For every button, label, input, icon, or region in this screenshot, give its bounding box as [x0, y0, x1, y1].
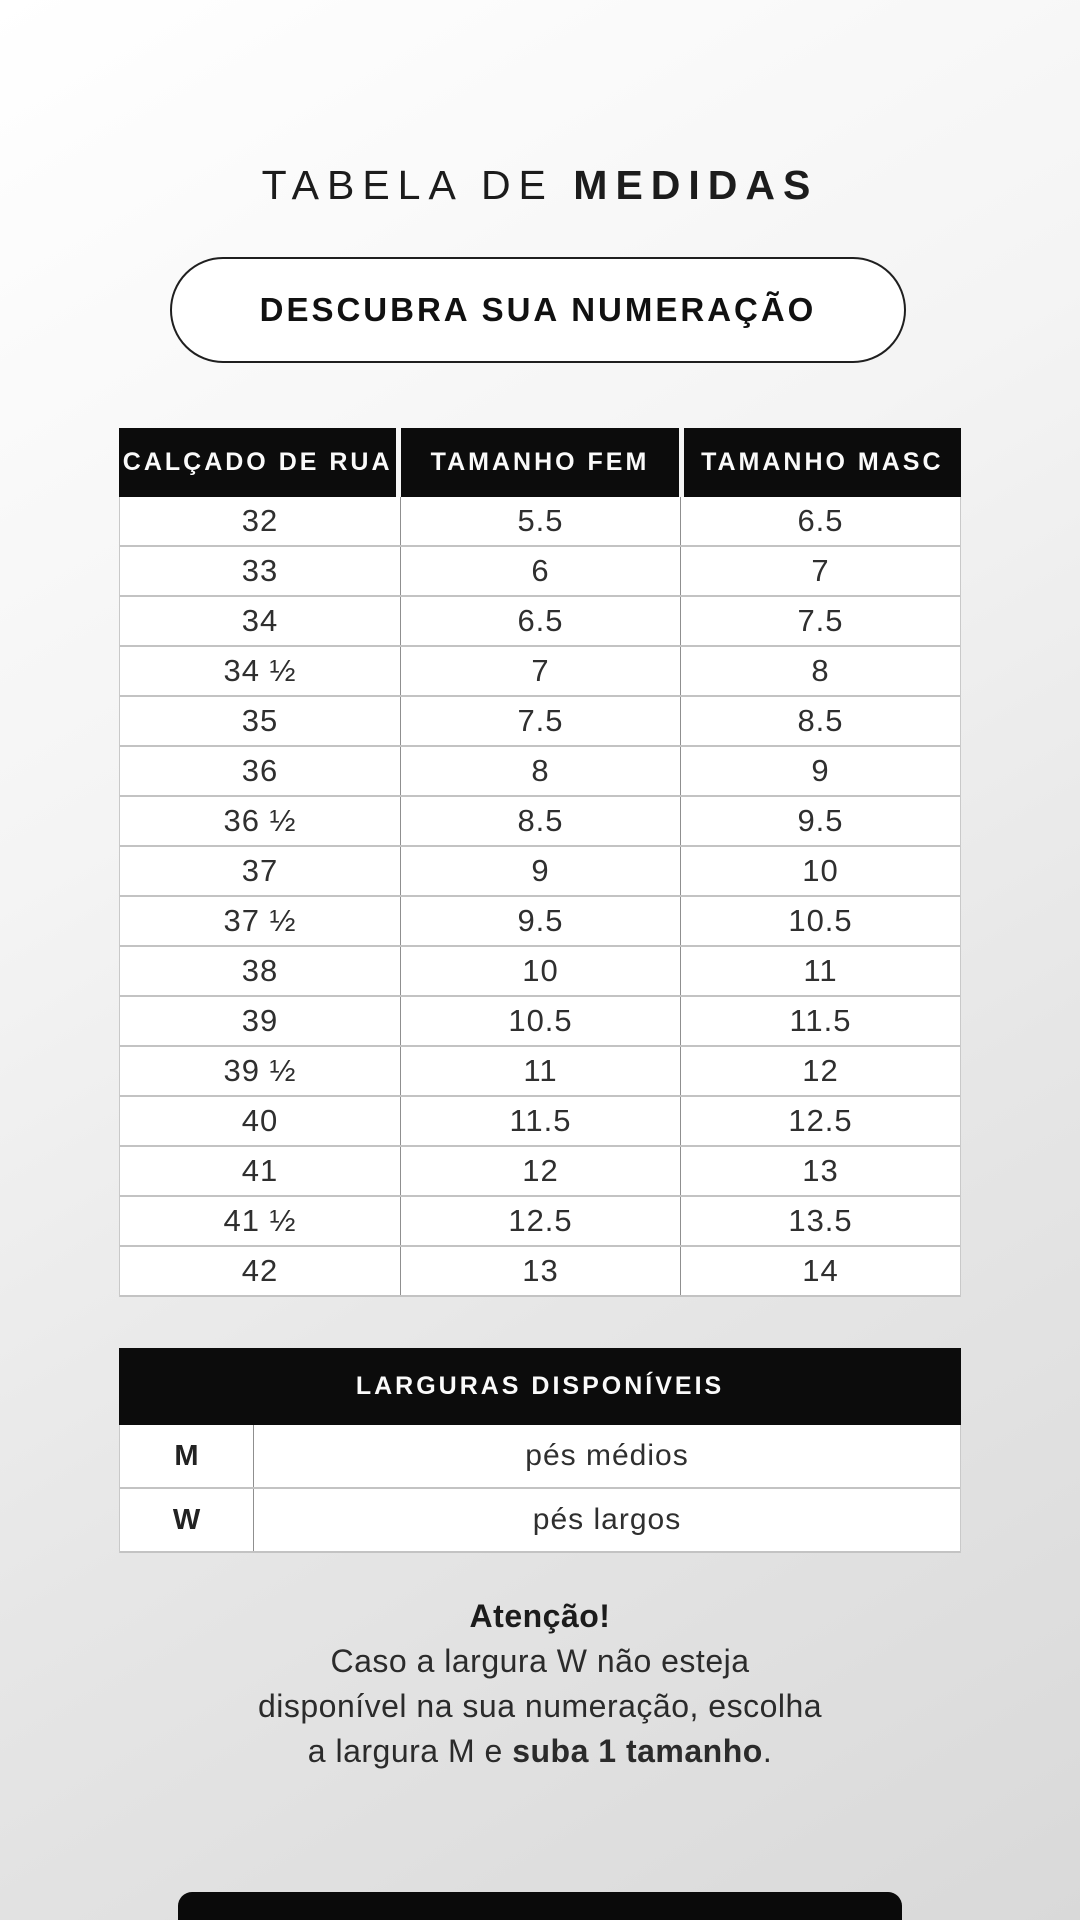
- find-your-size-label: DESCUBRA SUA NUMERAÇÃO: [259, 291, 817, 328]
- table-cell: 7.5: [797, 603, 844, 638]
- table-cell: 12.5: [401, 1197, 681, 1245]
- table-row: [120, 497, 960, 547]
- attention-note: [0, 1594, 1080, 1774]
- table-cell: 39: [120, 997, 401, 1045]
- table-row: [120, 747, 960, 797]
- width-code: W: [120, 1489, 254, 1551]
- table-cell: 6.5: [401, 597, 681, 645]
- width-code: M: [120, 1425, 254, 1487]
- table-row: [120, 647, 960, 697]
- table-cell: 8.5: [797, 703, 844, 738]
- attention-note-bold: suba 1 tamanho: [512, 1733, 763, 1769]
- table-row: [120, 547, 960, 597]
- table-cell: 11: [401, 1047, 681, 1095]
- table-cell: 7: [811, 553, 830, 588]
- table-cell: 13: [802, 1153, 839, 1188]
- table-row: [120, 697, 960, 747]
- size-table-body: [119, 497, 961, 1297]
- table-row: [120, 1147, 960, 1197]
- table-cell: 7.5: [401, 697, 681, 745]
- table-cell: 12: [802, 1053, 839, 1088]
- table-row: [120, 997, 960, 1047]
- table-cell: 6: [401, 547, 681, 595]
- table-cell: 41: [120, 1147, 401, 1195]
- widths-table-body: [119, 1425, 961, 1553]
- table-cell: 41 ½: [120, 1197, 401, 1245]
- table-cell: 34 ½: [120, 647, 401, 695]
- size-conversion-table: [119, 428, 961, 1297]
- attention-note-line: disponível na sua numeração, escolha: [257, 1688, 823, 1724]
- table-cell: 14: [802, 1253, 839, 1288]
- table-cell: 11.5: [401, 1097, 681, 1145]
- table-cell: 12.5: [788, 1103, 853, 1138]
- find-your-size-button[interactable]: [170, 257, 906, 363]
- table-row: [120, 947, 960, 997]
- table-cell: 34: [120, 597, 401, 645]
- table-cell: 37: [120, 847, 401, 895]
- table-row: [120, 1097, 960, 1147]
- table-cell: 39 ½: [120, 1047, 401, 1095]
- table-cell: 40: [120, 1097, 401, 1145]
- table-row: [120, 1197, 960, 1247]
- bottom-bar: [178, 1892, 902, 1920]
- table-row: [120, 797, 960, 847]
- table-cell: 8: [401, 747, 681, 795]
- table-cell: 36 ½: [120, 797, 401, 845]
- table-cell: 37 ½: [120, 897, 401, 945]
- size-table-header: [119, 428, 961, 497]
- table-cell: 11.5: [789, 1003, 852, 1038]
- header-street-size: CALÇADO DE RUA: [119, 428, 396, 497]
- table-cell: 11: [803, 953, 838, 988]
- table-cell: 32: [120, 497, 401, 545]
- table-cell: 13.5: [788, 1203, 853, 1238]
- table-row: [120, 1247, 960, 1297]
- table-cell: 7: [401, 647, 681, 695]
- attention-note-line: a largura M e suba 1 tamanho.: [307, 1733, 773, 1769]
- table-row: [120, 847, 960, 897]
- table-cell: 8.5: [401, 797, 681, 845]
- table-cell: 5.5: [401, 497, 681, 545]
- table-cell: 36: [120, 747, 401, 795]
- table-row: [120, 1047, 960, 1097]
- table-cell: 38: [120, 947, 401, 995]
- table-cell: 10.5: [401, 997, 681, 1045]
- table-cell: 10: [802, 853, 839, 888]
- table-cell: 9: [401, 847, 681, 895]
- table-cell: 6.5: [797, 503, 844, 538]
- attention-note-line: Caso a largura W não esteja: [330, 1643, 750, 1679]
- header-men-size: TAMANHO MASC: [684, 428, 961, 497]
- table-cell: 8: [811, 653, 830, 688]
- table-cell: 12: [401, 1147, 681, 1195]
- available-widths-table: [119, 1348, 961, 1553]
- table-cell: 10: [401, 947, 681, 995]
- header-women-size: TAMANHO FEM: [401, 428, 678, 497]
- table-cell: 9.5: [401, 897, 681, 945]
- table-cell: 9.5: [797, 803, 844, 838]
- table-cell: 35: [120, 697, 401, 745]
- widths-table-header: LARGURAS DISPONÍVEIS: [119, 1348, 961, 1425]
- width-description: pés médios: [525, 1439, 689, 1472]
- width-description: pés largos: [532, 1503, 682, 1536]
- table-cell: 13: [401, 1247, 681, 1295]
- width-row: [120, 1425, 960, 1489]
- table-row: [120, 897, 960, 947]
- table-row: [120, 597, 960, 647]
- page-title-regular: TABELA DE: [261, 162, 574, 208]
- width-row: [120, 1489, 960, 1553]
- table-cell: 42: [120, 1247, 401, 1295]
- table-cell: 33: [120, 547, 401, 595]
- page-title-bold: MEDIDAS: [573, 162, 819, 208]
- table-cell: 9: [811, 753, 830, 788]
- attention-note-title: Atenção!: [469, 1598, 611, 1634]
- table-cell: 10.5: [788, 903, 853, 938]
- page-title: [0, 162, 1080, 209]
